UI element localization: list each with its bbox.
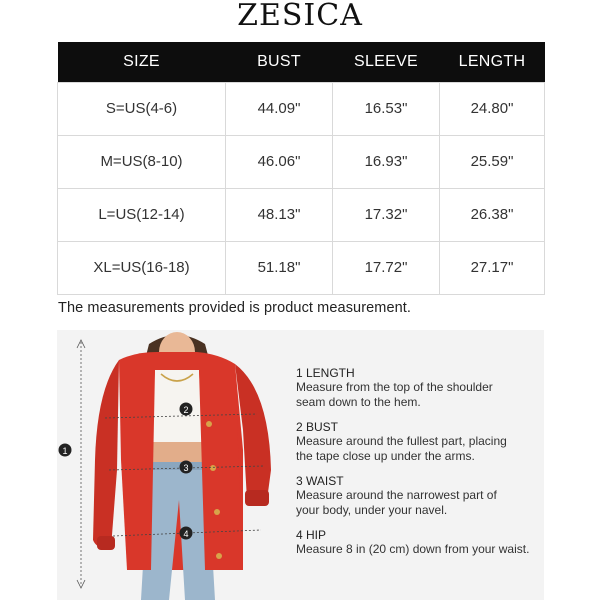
svg-text:3: 3 <box>183 463 189 473</box>
table-row <box>58 82 545 135</box>
table-cell: 17.72" <box>333 241 440 294</box>
table-row <box>58 135 545 188</box>
instruction-bust <box>296 420 546 463</box>
table-cell: 17.32" <box>333 188 440 241</box>
table-cell: 44.09" <box>226 82 333 135</box>
marker-hip <box>180 527 193 540</box>
table-cell: 48.13" <box>226 188 333 241</box>
table-cell: 24.80" <box>440 82 545 135</box>
instruction-title: 2 BUST <box>296 420 339 434</box>
brand-logo: ZESICA <box>237 0 363 33</box>
instruction-text: the tape close up under the arms. <box>296 448 475 463</box>
marker-length <box>59 444 72 457</box>
table-cell: 16.53" <box>333 82 440 135</box>
table-cell: 26.38" <box>440 188 545 241</box>
measurement-note: The measurements provided is product measurement. <box>58 300 412 316</box>
svg-text:1: 1 <box>62 446 68 456</box>
instruction-text: your body, under your navel. <box>296 502 448 517</box>
table-cell: 27.17" <box>440 241 545 294</box>
instruction-text: seam down to the hem. <box>296 394 421 409</box>
table-cell: 25.59" <box>440 135 545 188</box>
instruction-waist <box>296 474 546 517</box>
svg-text:4: 4 <box>183 529 189 539</box>
instruction-title: 1 LENGTH <box>296 366 355 380</box>
table-cell: 16.93" <box>333 135 440 188</box>
table-cell: 46.06" <box>226 135 333 188</box>
column-header-length: LENGTH <box>440 42 545 82</box>
svg-text:2: 2 <box>183 405 189 415</box>
table-row <box>58 188 545 241</box>
column-header-size: SIZE <box>58 42 226 82</box>
measurement-instructions <box>296 366 546 568</box>
table-cell: XL=US(16-18) <box>58 241 226 294</box>
instruction-hip <box>296 528 546 557</box>
marker-waist <box>180 461 193 474</box>
instruction-text: Measure around the fullest part, placing <box>296 434 507 448</box>
column-header-bust: BUST <box>226 42 333 82</box>
table-header-row <box>58 42 545 82</box>
instruction-length <box>296 366 546 409</box>
table-cell: M=US(8-10) <box>58 135 226 188</box>
table-cell: 51.18" <box>226 241 333 294</box>
measurement-guide-panel <box>57 330 544 600</box>
instruction-text: Measure 8 in (20 cm) down from your waist. <box>296 542 530 556</box>
instruction-title: 3 WAIST <box>296 474 344 488</box>
instruction-text: Measure from the top of the shoulder <box>296 380 493 394</box>
column-header-sleeve: SLEEVE <box>333 42 440 82</box>
marker-bust <box>180 403 193 416</box>
table-cell: L=US(12-14) <box>58 188 226 241</box>
table-cell: S=US(4-6) <box>58 82 226 135</box>
table-row <box>58 241 545 294</box>
instruction-title: 4 HIP <box>296 528 327 542</box>
instruction-text: Measure around the narrowest part of <box>296 488 497 502</box>
model-illustration <box>57 330 287 600</box>
size-chart-table <box>57 42 545 295</box>
